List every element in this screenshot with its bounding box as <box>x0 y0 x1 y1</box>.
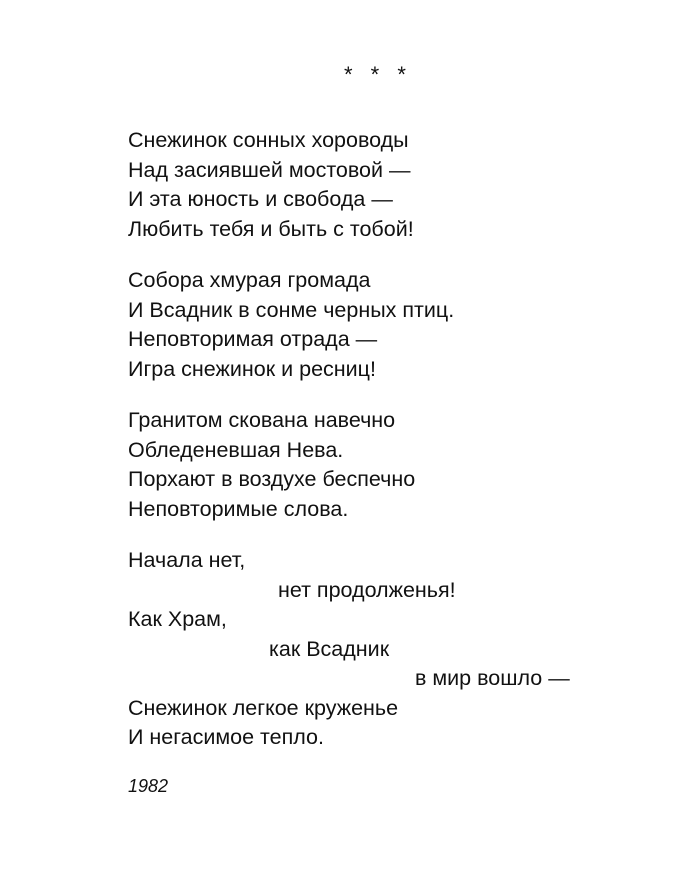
poem-year: 1982 <box>128 776 169 796</box>
poem-line: Как Храм, <box>128 607 227 631</box>
poem-line: И эта юность и свобода — <box>128 187 393 211</box>
stanza-1 <box>128 126 414 244</box>
poem-line: И негасимое тепло. <box>128 725 324 749</box>
stanza-separator-asterisks: * * * <box>344 62 412 87</box>
poem-line: Снежинок легкое круженье <box>128 695 399 720</box>
poem-line: Неповторимые слова. <box>128 496 349 521</box>
stanza-4 <box>128 546 570 753</box>
poem-line: Снежинок сонных хороводы <box>128 128 409 152</box>
poem-line: Начала нет, <box>128 548 246 572</box>
poem-line: Неповторимая отрада — <box>128 327 378 351</box>
poem-line: Игра снежинок и ресниц! <box>128 356 376 381</box>
poem-line-indented: как Всадник <box>269 636 390 661</box>
poem-line: Гранитом скована навечно <box>128 408 396 432</box>
poem-line-indented: в мир вошло — <box>415 666 570 690</box>
poem-line: Порхают в воздухе беспечно <box>128 467 416 491</box>
poem-line: Над засиявшей мостовой — <box>128 157 411 182</box>
stanza-3 <box>128 406 415 524</box>
poem-line-indented: нет продолженья! <box>278 577 456 602</box>
poem-line: И Всадник в сонме черных птиц. <box>128 297 455 322</box>
poem-line: Любить тебя и быть с тобой! <box>128 216 414 241</box>
poem-line: Собора хмурая громада <box>128 268 371 292</box>
stanza-2 <box>128 266 454 384</box>
poem-line: Обледеневшая Нева. <box>128 437 344 462</box>
